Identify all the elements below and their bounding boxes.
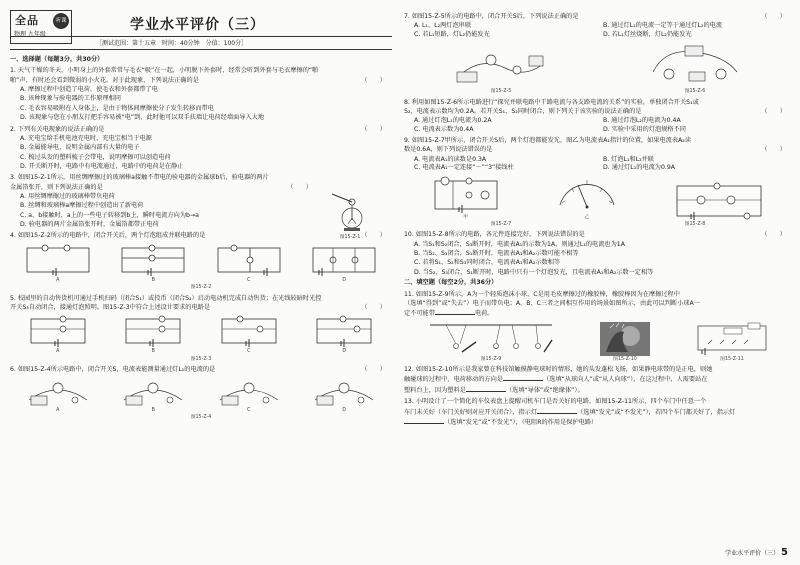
figure-15-z-11	[694, 322, 770, 363]
q9-sub-yi: 乙	[584, 215, 590, 221]
q2-option-c: C. 梳过头发的塑料梳子会带电，说明摩擦可以创造电荷	[20, 153, 171, 161]
q10-option-c: C. 若将S₁、S₂和S₃同时闭合，电流表A₁和A₂示数相等	[414, 259, 561, 267]
q3-stem-line2: 金属箔张开，则下列说法正确的是	[10, 183, 103, 191]
q1-option-b: B. 该种现象与验电器的工作原理相同	[20, 95, 121, 103]
figure-15-z-7-yi	[552, 175, 622, 221]
q2-option-a: A. 充电宝给手机电池充电时，充电宝相当于电源	[20, 134, 152, 142]
q8-stem-line1: 8. 利用如图15-Z-6所示电路进行“探究并联电路中干路电流与各支路电流的关系”的实验，单独闭合开关S₁或	[404, 98, 699, 106]
brand-name: 全品	[15, 14, 39, 27]
q6-answer-blank: （ ）	[361, 366, 386, 374]
q10-stem: 10. 如图15-Z-8所示的电路，各元件连接完好，下列说法错误的是	[404, 231, 585, 239]
q12-line3b: （选填“导体”或“绝缘体”）。	[505, 386, 584, 394]
question-10	[404, 231, 792, 277]
q9-stem-line1: 9. 如图15-Z-7甲所示，闭合开关S后，两个灯泡都能发光，图乙为电流表A₁指针的位置，如果电流表A₂读	[404, 136, 691, 144]
q1-stem-line1: 1. 天气干燥的冬天，小明身上的外套常常与毛衣“吸”在一起，小明脱下外套时，经常会听到外套与毛衣摩擦的“啪	[10, 67, 319, 75]
fig-15-z-3-caption: 图15-Z-3	[190, 356, 212, 362]
circuit-4b	[118, 244, 188, 284]
q11-line3b: 电荷。	[474, 310, 494, 318]
question-12	[404, 366, 792, 395]
question-1	[10, 67, 392, 122]
electroscope-figure	[328, 188, 372, 234]
question-7	[404, 13, 792, 96]
q6-label-d: D	[342, 407, 347, 413]
fig-15-z-4-caption: 图15-Z-4	[190, 415, 212, 421]
meta-divider	[10, 49, 392, 50]
question-8	[404, 99, 792, 134]
q3-answer-blank: （ ）	[287, 183, 312, 191]
q8-option-b: B. 通过灯泡L₂的电流为0.4A	[603, 117, 681, 125]
q12-line2b: （选填“从球向人”或“从人向球”），在这过程中，人需要站在	[543, 376, 708, 384]
q10-option-a: A. 当S₁和S₂闭合，S₃断开时，电流表A₁的示数为1A，则通过L₁的电流也为1A	[414, 240, 625, 248]
figure-15-z-7-jia	[429, 175, 503, 221]
fig-15-z-1-caption: 图15-Z-1	[339, 235, 361, 241]
q12-line3: 塑料台上，因为塑料是	[404, 386, 466, 394]
question-9	[404, 137, 792, 228]
fig-15-z-6-caption: 图15-Z-6	[684, 89, 706, 95]
q2-stem: 2. 下列有关电现象的说法正确的是	[10, 125, 105, 133]
q1-answer-blank: （ ）	[361, 76, 386, 84]
right-column	[404, 10, 792, 428]
section-heading-choice: 一、选择题（每题3分，共30分）	[10, 56, 104, 63]
q4-label-d: D	[342, 277, 347, 283]
q3-stem-line1: 3. 如图15-Z-1所示，用丝绸摩擦过的玻璃棒a接触不带电的验电器的金属球b后，验电器的两片	[10, 174, 269, 182]
q7-option-c: C. 若L₁短路，灯L₂仍能发光	[414, 30, 490, 38]
q2-option-d: D. 开关断开时，电路中有电流通过，电路中的电荷是在静止	[20, 162, 184, 170]
fig-15-z-3-circuits	[10, 315, 392, 355]
circuit-6b	[118, 378, 188, 414]
q6-stem: 6. 如图15-Z-4所示电路中，闭合开关S，电流表能测量通过灯L₁的电流的是	[10, 366, 216, 374]
left-column	[10, 54, 392, 422]
question-13	[404, 398, 792, 427]
page-title: 学业水平评价（三）	[130, 17, 265, 33]
q9-option-a: A. 电流表A₁的读数是0.3A	[414, 155, 487, 163]
q6-label-a: A	[56, 407, 60, 413]
q2-answer-blank: （ ）	[361, 125, 386, 133]
brand-badge: 听课	[53, 13, 69, 29]
q4-label-b: B	[151, 277, 155, 283]
fig-15-z-5-caption: 图15-Z-5	[490, 89, 512, 95]
fig-15-z-10-caption: 图15-Z-10	[613, 356, 637, 362]
q3-option-b: B. 丝绸和玻璃棒a摩擦过程中创造出了新电荷	[20, 202, 144, 210]
q9-option-b: B. 灯泡L₁和L₂并联	[603, 155, 654, 163]
q12-line1: 12. 如图15-Z-10所示是我家曾在科技馆触摸静电球时的情形，她的头发蓬松飞扬，如果静电球带的是正电，则她	[404, 366, 713, 374]
q11-line2: （选填“得到”或“失去”）电子而带负电；A、B、C三者之间相互作用的场景如图所示，由此可以判断小球A一	[404, 299, 700, 307]
title-divider	[10, 36, 392, 37]
q8-option-d: D. 实验中采用的灯泡规格不同	[603, 125, 686, 133]
fig-15-z-8-caption: 图15-Z-8	[684, 221, 706, 227]
q5-stem-line1: 5. 校园里的自动售货机可通过手机扫码（闭合S₁）或投币（闭合S₂）启动电动机完成自动售货；在光线较暗时光控	[10, 294, 322, 302]
q12-blank-1	[503, 375, 543, 381]
circuit-5d	[313, 315, 375, 355]
question-5	[10, 295, 392, 364]
brand-logo	[10, 10, 72, 44]
q11-line1: 11. 如图15-Z-9所示，A为一个轻质泡沫小球，C是用毛皮摩擦过的橡胶棒，橡胶棒因为在摩擦过程中	[404, 290, 680, 298]
q9-option-d: D. 通过灯L₁的电流为0.9A	[603, 164, 676, 172]
fig-15-z-2-caption: 图15-Z-2	[190, 285, 212, 291]
q6-label-c: C	[247, 407, 251, 413]
circuit-4c	[214, 244, 284, 284]
q1-option-d: D. 该现象与您在小朋友打把手容易被“电”到，此时他可以双手扶墙让电荷经墙面导入大地	[20, 114, 265, 122]
q11-blank	[435, 309, 475, 315]
question-6	[10, 366, 392, 421]
q5-answer-blank: （ ）	[361, 304, 386, 312]
q4-stem: 4. 如图15-Z-2所示的电路中，闭合开关后，两个灯泡组成并联电路的是	[10, 232, 206, 240]
q2-option-b: B. 金属能导电，说明金属内部有大量的电子	[20, 144, 140, 152]
circuit-5c	[218, 315, 280, 355]
q8-option-a: A. 通过灯泡L₁的电流为0.2A	[414, 117, 492, 125]
q4-label-c: C	[247, 277, 251, 283]
page-number: 5	[781, 546, 788, 558]
q9-answer-blank: （ ）	[761, 146, 786, 154]
figure-15-z-5	[451, 42, 551, 95]
circuit-5a	[27, 315, 89, 355]
figure-15-z-10	[600, 322, 650, 363]
circuit-6d	[309, 378, 379, 414]
figure-15-z-8	[671, 182, 767, 222]
circuit-4d	[309, 244, 379, 284]
q5-label-c: C	[247, 349, 251, 355]
q4-answer-blank: （ ）	[361, 232, 386, 240]
q12-line2: 触碰球的过程中，电荷移动的方向是	[404, 376, 503, 384]
q8-answer-blank: （ ）	[761, 107, 786, 115]
fig-15-z-9-caption: 图15-Z-9	[480, 356, 502, 362]
q5-stem-line2: 开关S₃自动闭合，接通灯泡照明。图15-Z-3中符合上述设计要求的电路是	[10, 304, 211, 312]
q10-option-d: D. 当S₂、S₃闭合，S₁断开时，电路中只有一个灯泡发光，且电流表A₁和A₂示数一定相等	[414, 268, 654, 276]
q8-stem-line2: S₂，电流表示数均为0.2A。若开关S₁、S₂同时闭合，则下列关于该实验的说法正确的是	[404, 107, 642, 115]
q6-label-b: B	[151, 407, 155, 413]
q13-line3: （选填“发光”或“不发光”），（电阻R的作用是保护电路）	[444, 418, 598, 426]
fig-15-z-4-circuits	[10, 378, 392, 414]
q11-line3: 定不可能带	[404, 310, 435, 318]
fig-15-z-11-caption: 图15-Z-11	[720, 356, 744, 362]
question-11	[404, 291, 792, 364]
brand-subtitle: 物理 九年级	[14, 31, 46, 38]
question-2	[10, 126, 392, 172]
q8-option-c: C. 电流表示数为0.4A	[414, 125, 474, 133]
q9-sub-jia: 甲	[463, 215, 469, 221]
section-heading-fill: 二、填空题（每空2分，共36分）	[404, 279, 498, 287]
figure-15-z-9	[426, 322, 556, 363]
fig-15-z-2-circuits	[10, 244, 392, 284]
q1-option-c: C. 毛衣容易吸附在人身体上，是由于物体间摩擦使分子发生转移而带电	[20, 104, 214, 112]
q3-option-d: D. 验电器的两片金属箔张开时，金属箔都带正电荷	[20, 221, 159, 229]
fig-15-z-7-caption: 图15-Z-7	[490, 221, 512, 227]
q13-line2b: （选填“发光”或“不发光”），若四个车门都关好了，指示灯	[577, 408, 736, 416]
q7-option-a: A. L₁、L₂两灯泡串联	[414, 22, 472, 30]
q5-label-d: D	[342, 349, 347, 355]
circuit-5b	[122, 315, 184, 355]
footer-label: 学业水平评价（三）	[725, 549, 780, 557]
page-footer	[725, 546, 788, 560]
q3-option-a: A. 用丝绸摩擦过的玻璃棒带负电荷	[20, 193, 115, 201]
circuit-4a	[23, 244, 93, 284]
circuit-6c	[214, 378, 284, 414]
fig-15-z-5-6	[404, 42, 792, 95]
q13-blank-1	[537, 408, 577, 414]
q10-answer-blank: （ ）	[761, 231, 786, 239]
q13-line1: 13. 小明设计了一个简化的车仪表盘上提醒司机车门是否关好的电路，如图15-Z-11所示，四个车门中任意一个	[404, 398, 707, 406]
q3-option-c: C. a、b接触时，a上的一些电子转移到b上，瞬时电流方向为b→a	[20, 211, 199, 219]
q7-option-b: B. 通过灯L₁的电流一定等于通过灯L₂的电流	[603, 22, 723, 30]
q13-blank-2	[404, 418, 444, 424]
figure-15-z-6	[645, 42, 745, 95]
fig-15-z-9-10-11	[404, 322, 792, 363]
exam-meta: ［测试范围：第十五章 时间：40分钟 分值：100分］	[96, 40, 248, 47]
q7-stem: 7. 如图15-Z-5所示的电路中，闭合开关S后，下列说法正确的是	[404, 13, 579, 20]
q1-option-a: A. 摩擦过程中创造了电荷，使毛衣和外套都带了电	[20, 86, 158, 94]
q5-label-b: B	[151, 349, 155, 355]
q7-answer-blank: （ ）	[761, 13, 786, 20]
circuit-6a	[23, 378, 93, 414]
q13-line2: 车门未关好（车门关好则对应开关闭合），指示灯	[404, 408, 538, 416]
q10-option-b: B. 当S₂、S₃闭合，S₁断开时，电流表A₁和A₂示数可能不相等	[414, 250, 579, 258]
fig-15-z-7-8	[404, 175, 792, 221]
q12-blank-2	[466, 386, 506, 392]
q7-option-d: D. 若L₁灯丝烧断，灯L₂仍能发光	[603, 30, 692, 38]
q1-stem-line2: 啪”声，有时还会看到微弱的小火花。对于此现象，下列说法正确的是	[10, 76, 199, 84]
q5-label-a: A	[56, 349, 60, 355]
q9-option-c: C. 电流表A₁一定连接“－”“3”接线柱	[414, 164, 514, 172]
q4-label-a: A	[56, 277, 60, 283]
q9-stem-line2: 数是0.6A，则下列说法错误的是	[404, 146, 493, 154]
